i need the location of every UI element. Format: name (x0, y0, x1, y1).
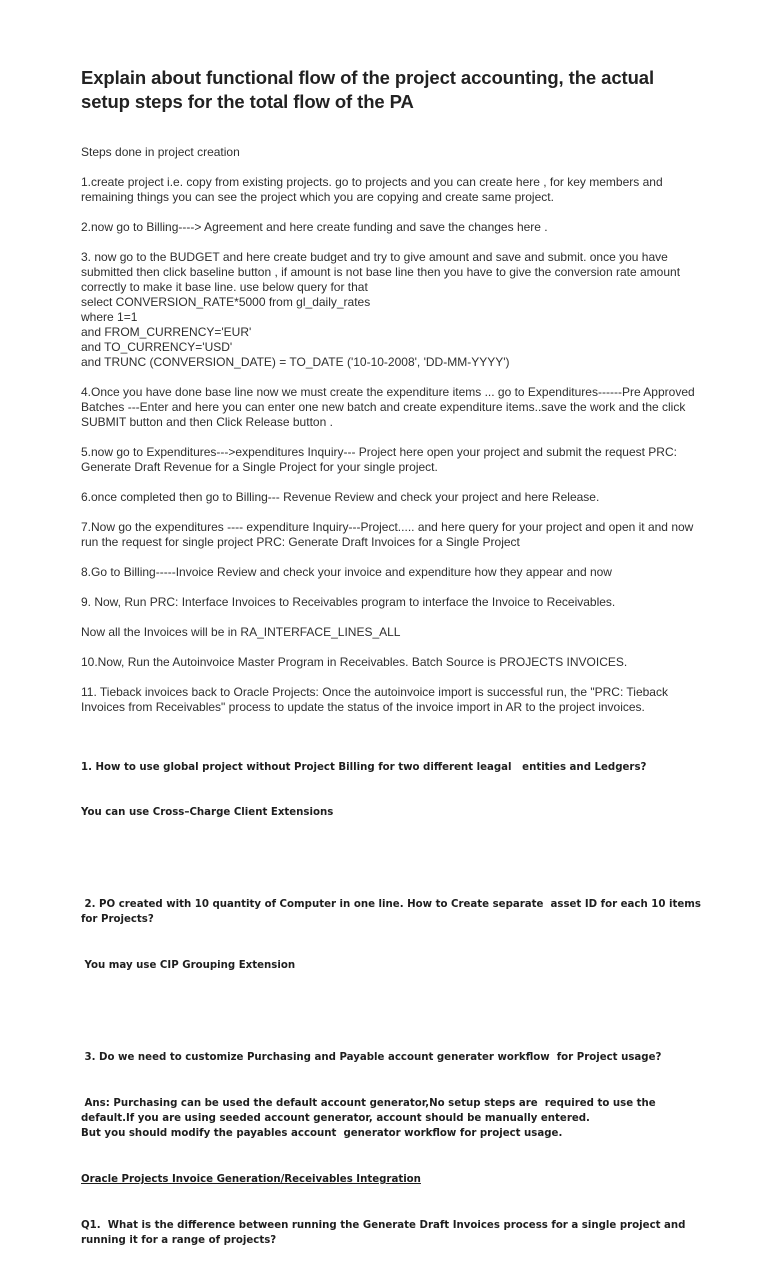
step-6: 6.once completed then go to Billing--- Revenue Review and check your project and here Release. (81, 490, 600, 504)
qa-answer: Ans: Purchasing can be used the default account generator,No setup steps are required to use the default.If you are using seeded account generator, account should be manually entered. But you should modify the payables account generator workflow for project usage. (81, 1097, 656, 1140)
qa-question: 1. How to use global project without Project Billing for two different leagal entities and Ledgers? (81, 761, 647, 773)
interface-lines-note: Now all the Invoices will be in RA_INTERFACE_LINES_ALL (81, 625, 401, 639)
qa-answer: You can use Cross–Charge Client Extensions (81, 807, 334, 819)
step-1: 1.create project i.e. copy from existing projects. go to projects and you can create here , for key members and remaining things you can see the project which you are copying and create same project. (81, 175, 666, 204)
section-question: Q1. What is the difference between running the Generate Draft Invoices process for a single project and running it for a range of projects? (81, 1219, 689, 1247)
step-5: 5.now go to Expenditures--->expenditures Inquiry--- Project here open your project and submit the request PRC: Generate Draft Revenue for a Single Project for your single project. (81, 445, 681, 474)
qa-item-2 (81, 866, 705, 1004)
document-title: Explain about functional flow of the project accounting, the actual setup steps for the total flow of the PA (81, 67, 654, 112)
step-7: 7.Now go the expenditures ---- expenditure Inquiry---Project..... and here query for your project and open it and now run the request for single project PRC: Generate Draft Invoices for a Single Project (81, 520, 697, 549)
step-8: 8.Go to Billing-----Invoice Review and check your invoice and expenditure how they appear and now (81, 565, 612, 579)
qa-question: 2. PO created with 10 quantity of Computer in one line. How to Create separate asset ID for each 10 items for Projects? (81, 898, 705, 926)
qa-item-1 (81, 729, 701, 851)
qa-item-3 (81, 1019, 701, 1279)
qa-answer: You may use CIP Grouping Extension (81, 960, 296, 972)
document-page (81, 66, 705, 1279)
qa-question: 3. Do we need to customize Purchasing and Payable account generater workflow for Project usage? (81, 1051, 662, 1063)
step-11: 11. Tieback invoices back to Oracle Projects: Once the autoinvoice import is successful run, the "PRC: Tieback Invoices from Receivables" process to update the status of the invoice import in AR to the project invoices. (81, 685, 672, 714)
step-3: 3. now go to the BUDGET and here create budget and try to give amount and save and submit. once you have submitted then click baseline button , if amount is not base line then you have to give the conversion rate amount correctly to make it base line. use below query for that select CONVERSION_RATE*5000 from gl_daily_rates where 1=1 and FROM_CURRENCY='EUR' and TO_CURRENCY='USD' and TRUNC (CONVERSION_DATE) = TO_DATE ('10-10-2008', 'DD-MM-YYYY') (81, 250, 681, 369)
intro-text: Steps done in project creation (81, 145, 240, 159)
step-4: 4.Once you have done base line now we must create the expenditure items ... go to Expenditures------Pre Approved Batches ---Enter and here you can enter one new batch and create expenditure items..save the work and the click SUBMIT button and then Click Release button . (81, 385, 699, 429)
step-9: 9. Now, Run PRC: Interface Invoices to Receivables program to interface the Invoice to Receivables. (81, 595, 616, 609)
step-2: 2.now go to Billing----> Agreement and here create funding and save the changes here . (81, 220, 548, 234)
section-heading-link[interactable]: Oracle Projects Invoice Generation/Receivables Integration (81, 1174, 421, 1186)
step-10: 10.Now, Run the Autoinvoice Master Program in Receivables. Batch Source is PROJECTS INVOICES. (81, 655, 628, 669)
